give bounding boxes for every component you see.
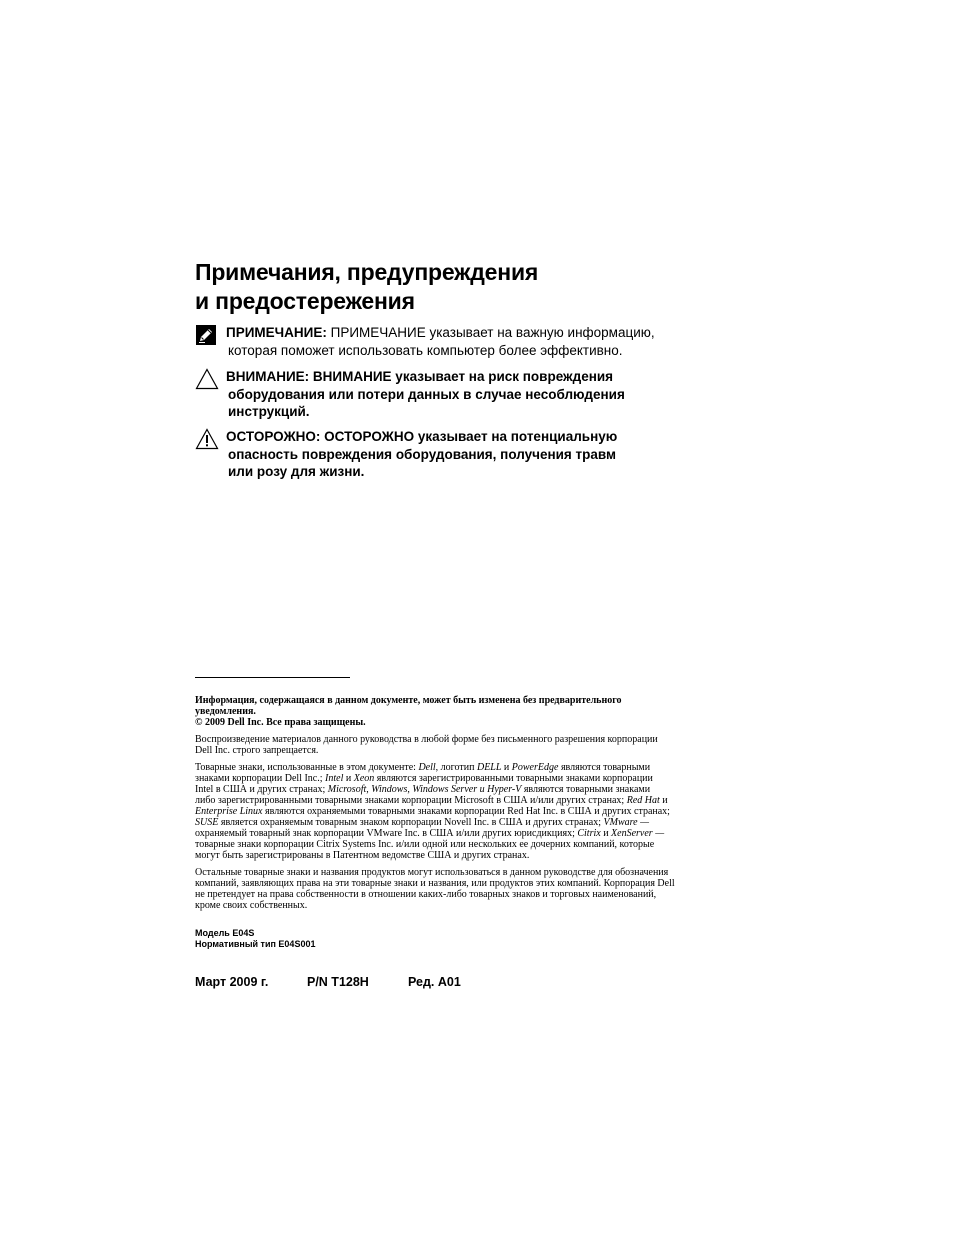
- footer-revision: Ред. A01: [408, 975, 461, 989]
- page-title-line-1: Примечания, предупреждения: [195, 259, 539, 285]
- footer-date: Март 2009 г.: [195, 975, 269, 989]
- note-label: ПРИМЕЧАНИЕ:: [226, 325, 327, 340]
- caution-text-line-3: или розу для жизни.: [228, 464, 365, 479]
- reproduction-line-2: Dell Inc. строго запрещается.: [195, 745, 319, 756]
- other-line-3: не претендует на права собственности в отношении каких-либо товарных знаков и торговых наименований,: [195, 889, 657, 900]
- note-block: [195, 324, 715, 359]
- other-line-4: кроме своих собственных.: [195, 900, 308, 911]
- footer-part-number: P/N T128H: [307, 975, 369, 989]
- trademarks-line-1: Товарные знаки, использованные в этом документе: Dell, логотип DELL и PowerEdge являются товарными: [195, 762, 651, 773]
- trademarks-line-5: Enterprise Linux являются охраняемыми товарными знаками корпорации Red Hat Inc. в США и других странах;: [195, 806, 670, 817]
- trademarks-line-4: либо зарегистрированными товарными знаками корпорации Microsoft в США и/или других странах; Red Hat и: [195, 795, 668, 806]
- info-line-2: уведомления.: [195, 706, 256, 717]
- note-text-line-2: которая поможет использовать компьютер более эффективно.: [228, 342, 623, 358]
- reproduction-line-1: Воспроизведение материалов данного руководства в любой форме без письменного разрешения корпорации: [195, 734, 658, 745]
- info-line-1: Информация, содержащаяся в данном документе, может быть изменена без предварительного: [195, 695, 622, 706]
- pencil-note-icon: [195, 324, 219, 348]
- caution-text-line-1: ОСТОРОЖНО указывает на потенциальную: [320, 429, 618, 444]
- warning-exclamation-icon: [195, 428, 219, 452]
- copyright: © 2009 Dell Inc. Все права защищены.: [195, 717, 366, 728]
- trademarks-line-8: товарные знаки корпорации Citrix Systems Inc. и/или одной или нескольких ее дочерних компаний, которые: [195, 839, 655, 850]
- trademarks-line-9: могут быть зарегистрированы в Патентном ведомстве США и других странах.: [195, 850, 530, 861]
- notice-text-line-1: ВНИМАНИЕ указывает на риск повреждения: [309, 369, 614, 384]
- model-number: Модель E04S: [195, 928, 255, 938]
- notice-text-line-2: оборудования или потери данных в случае несоблюдения: [228, 386, 625, 402]
- trademarks-paragraph: [195, 762, 695, 861]
- trademarks-line-6: SUSE является охраняемым товарным знаком корпорации Novell Inc. в США и других странах; VMware —: [195, 817, 649, 828]
- reproduction-notice: [195, 734, 695, 756]
- triangle-outline-icon: [195, 368, 219, 392]
- page-title: [195, 258, 538, 316]
- other-line-2: компаний, заявляющих права на эти товарные знаки и названия, или продуктов этих компаний. Корпорация Dell: [195, 878, 675, 889]
- trademarks-line-2: знаками корпорации Dell Inc.; Intel и Xeon являются зарегистрированными товарными знаками корпорации: [195, 773, 653, 784]
- trademarks-line-7: охраняемый товарный знак корпорации VMware Inc. в США и/или других юрисдикциях; Citrix и XenServer —: [195, 828, 665, 839]
- note-text-line-1: ПРИМЕЧАНИЕ указывает на важную информацию,: [326, 325, 655, 340]
- page-title-line-2: и предостережения: [195, 288, 415, 314]
- notice-block: [195, 368, 715, 421]
- notice-text-line-3: инструкций.: [228, 404, 310, 419]
- model-info: [195, 928, 315, 950]
- other-line-1: Остальные товарные знаки и названия продуктов могут использоваться в данном руководстве для обозначения: [195, 867, 669, 878]
- trademarks-line-3: Intel в США и других странах; Microsoft, Windows, Windows Server и Hyper-V являются товарными знаками: [195, 784, 651, 795]
- caution-text-line-2: опасность повреждения оборудования, получения травм: [228, 446, 617, 462]
- notice-label: ВНИМАНИЕ:: [226, 369, 310, 384]
- caution-block: [195, 428, 715, 481]
- caution-label: ОСТОРОЖНО:: [226, 429, 321, 444]
- footnote-divider: [195, 677, 350, 678]
- info-notice: [195, 695, 695, 728]
- regulatory-type: Нормативный тип E04S001: [195, 939, 316, 949]
- other-trademarks-paragraph: [195, 867, 695, 911]
